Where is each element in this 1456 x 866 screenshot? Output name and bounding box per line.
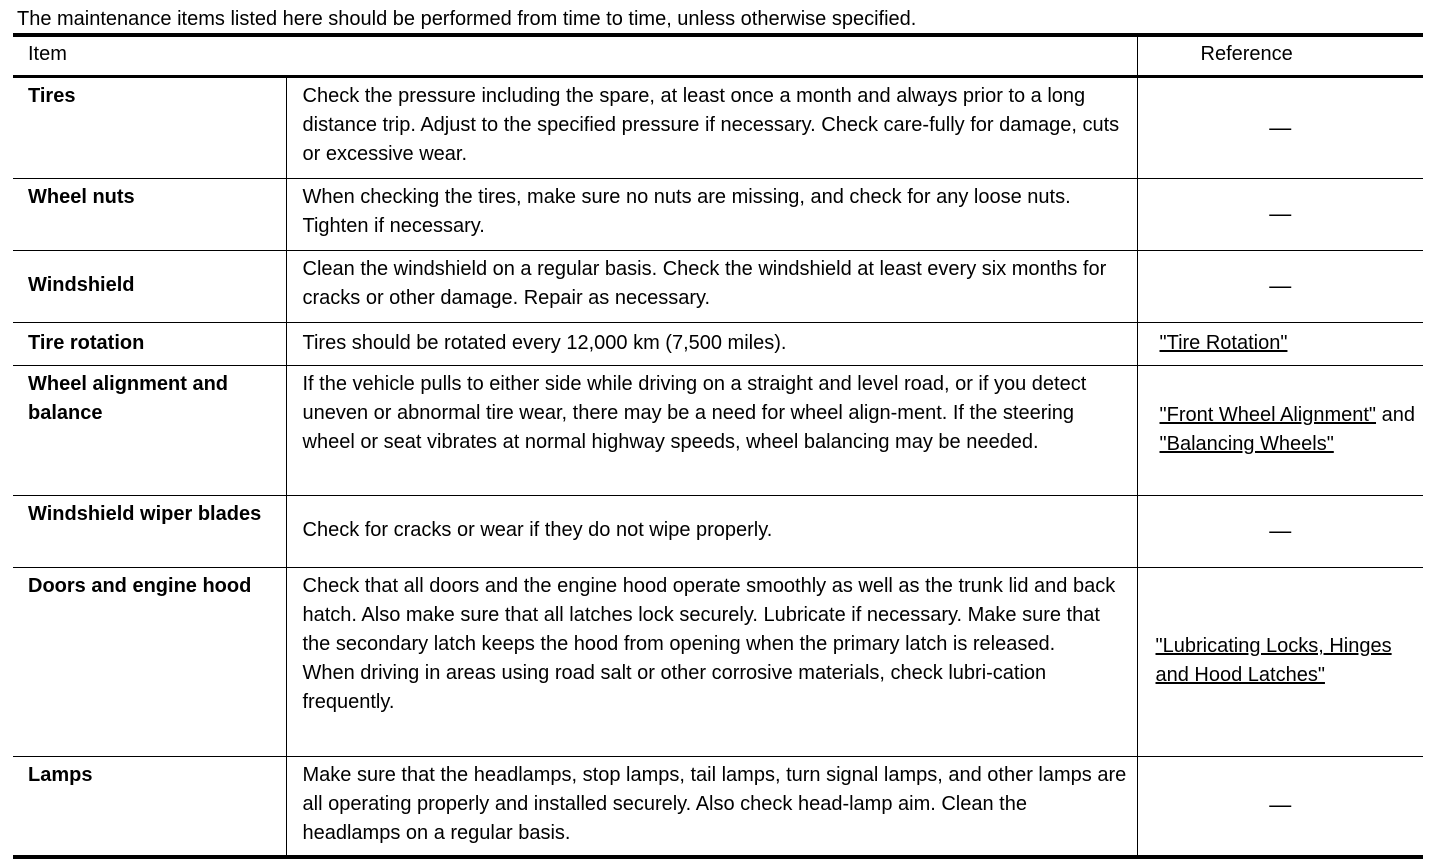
lubricating-locks-link[interactable]: "Lubricating Locks, Hinges and Hood Latches" bbox=[1155, 635, 1392, 686]
header-item: Item bbox=[28, 43, 67, 65]
table-row bbox=[13, 323, 1423, 366]
description-cell: If the vehicle pulls to either side while driving on a straight and level road, or if you detect uneven or abnormal tire wear, there may be a need for wheel align-ment. If the steering wheel or seat vibrates at normal highway speeds, wheel balancing may be needed. bbox=[286, 366, 1137, 496]
reference-cell: — bbox=[1137, 496, 1423, 568]
intro-text: The maintenance items listed here should be performed from time to time, unless otherwise specified. bbox=[17, 8, 917, 30]
item-cell: Windshield bbox=[28, 274, 135, 296]
description-paragraph: When driving in areas using road salt or other corrosive materials, check lubri-cation frequently. bbox=[302, 662, 1047, 713]
item-cell: Wheel alignment and balance bbox=[28, 373, 229, 424]
table-row bbox=[13, 179, 1423, 251]
front-wheel-alignment-link[interactable]: "Front Wheel Alignment" bbox=[1159, 403, 1377, 426]
reference-cell bbox=[1137, 323, 1423, 366]
description-cell: Tires should be rotated every 12,000 km (7,500 miles). bbox=[286, 323, 1137, 366]
maintenance-table bbox=[13, 33, 1423, 859]
description-cell: Make sure that the headlamps, stop lamps, tail lamps, turn signal lamps, and other lamps are all operating properly and installed securely. Also check head-lamp aim. Clean the headlamps on a regular basis. bbox=[286, 757, 1137, 857]
description-cell: Clean the windshield on a regular basis. Check the windshield at least every six months for cracks or other damage. Repair as necessary. bbox=[286, 251, 1137, 323]
description-cell bbox=[286, 568, 1137, 757]
table-row bbox=[13, 251, 1423, 323]
item-cell: Tires bbox=[28, 85, 76, 107]
table-row bbox=[13, 496, 1423, 568]
table-row bbox=[13, 77, 1423, 179]
table-body bbox=[13, 77, 1423, 857]
reference-cell: — bbox=[1137, 77, 1423, 179]
reference-cell bbox=[1137, 366, 1423, 496]
table-row bbox=[13, 366, 1423, 496]
item-cell: Doors and engine hood bbox=[28, 575, 252, 597]
description-cell: Check for cracks or wear if they do not wipe properly. bbox=[286, 496, 1137, 568]
description-paragraph: Check that all doors and the engine hood operate smoothly as well as the trunk lid and back hatch. Also make sure that all latches lock securely. Lubricate if necessary. Make sure that the secondary latch keeps the hood from opening when the primary latch is released. bbox=[302, 575, 1116, 655]
item-cell: Windshield wiper blades bbox=[28, 503, 262, 525]
balancing-wheels-link[interactable]: "Balancing Wheels" bbox=[1159, 432, 1334, 455]
item-cell: Lamps bbox=[28, 764, 93, 786]
tire-rotation-link[interactable]: "Tire Rotation" bbox=[1159, 331, 1288, 354]
item-cell: Wheel nuts bbox=[28, 186, 135, 208]
reference-cell: — bbox=[1137, 757, 1423, 857]
header-reference: Reference bbox=[1137, 35, 1423, 77]
reference-cell: — bbox=[1137, 251, 1423, 323]
reference-joiner: and bbox=[1376, 403, 1415, 426]
description-cell: Check the pressure including the spare, at least once a month and always prior to a long distance trip. Adjust to the specified pressure if necessary. Check care-fully for damage, cuts or excessive wear. bbox=[286, 77, 1137, 179]
table-header bbox=[13, 35, 1423, 77]
item-cell: Tire rotation bbox=[28, 331, 145, 354]
reference-cell bbox=[1137, 568, 1423, 757]
description-cell: When checking the tires, make sure no nuts are missing, and check for any loose nuts. Tighten if necessary. bbox=[286, 179, 1137, 251]
header-row bbox=[13, 35, 1423, 77]
reference-cell: — bbox=[1137, 179, 1423, 251]
table-row bbox=[13, 757, 1423, 857]
table-row bbox=[13, 568, 1423, 757]
